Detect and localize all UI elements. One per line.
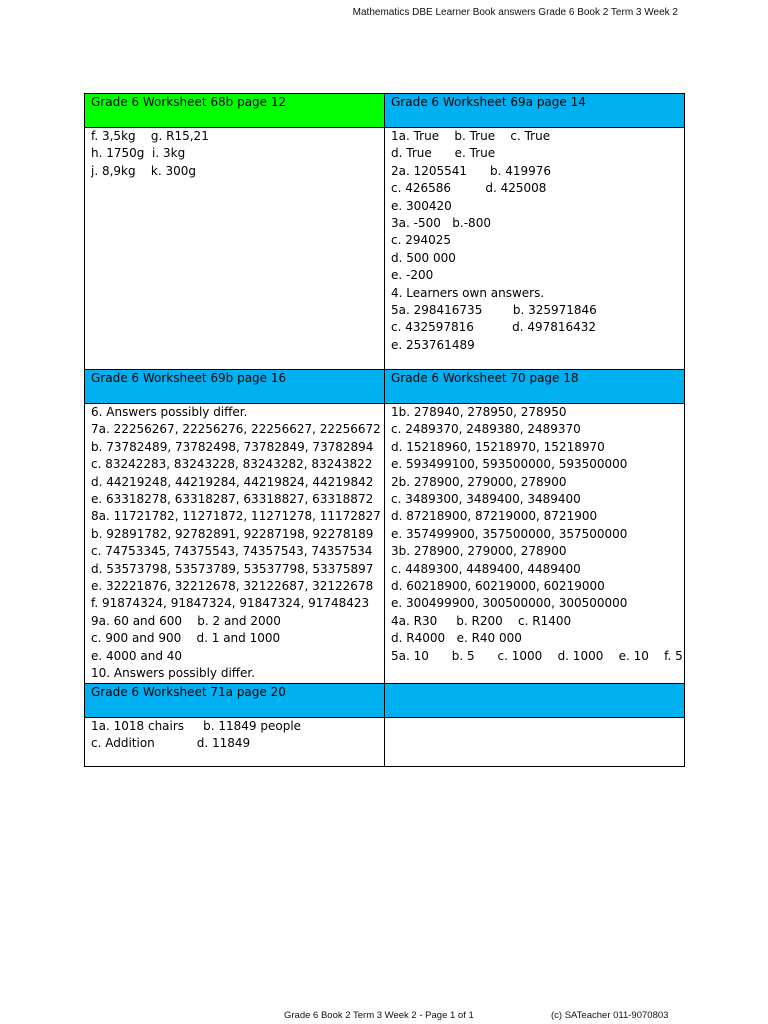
answer-line: d. 44219248, 44219284, 44219824, 44219842 bbox=[91, 474, 374, 489]
answer-line: 8a. 11721782, 11271872, 11271278, 11172827 bbox=[91, 509, 381, 524]
answer-line: 2b. 278900, 279000, 278900 bbox=[391, 474, 567, 489]
answer-line: b. 92891782, 92782891, 92287198, 92278189 bbox=[91, 526, 374, 541]
answer-line: 9a. 60 and 600 b. 2 and 2000 bbox=[91, 613, 281, 628]
answer-line: e. -200 bbox=[391, 268, 434, 283]
answer-line: b. 73782489, 73782498, 73782849, 73782894 bbox=[91, 439, 374, 454]
answer-line: 1b. 278940, 278950, 278950 bbox=[391, 405, 567, 419]
running-header: Mathematics DBE Learner Book answers Grade 6 Book 2 Term 3 Week 2 bbox=[352, 7, 678, 18]
cell-body-69a bbox=[385, 128, 685, 370]
answer-line: e. 593499100, 593500000, 593500000 bbox=[391, 457, 628, 472]
answer-line: c. 4489300, 4489400, 4489400 bbox=[391, 561, 581, 576]
answer-line: d. 53573798, 53573789, 53537798, 53375897 bbox=[91, 561, 374, 576]
answer-line: e. 300499900, 300500000, 300500000 bbox=[391, 596, 628, 611]
answer-line: 3a. -500 b.-800 bbox=[391, 216, 491, 231]
answer-line: 1a. True b. True c. True bbox=[391, 129, 551, 143]
answer-line: e. 63318278, 63318287, 63318827, 63318872 bbox=[91, 492, 374, 507]
cell-header-69a: Grade 6 Worksheet 69a page 14 bbox=[385, 94, 685, 128]
answer-line: c. 294025 bbox=[391, 233, 452, 248]
answer-line: 3b. 278900, 279000, 278900 bbox=[391, 544, 567, 559]
answer-line: 7a. 22256267, 22256276, 22256627, 22256672 bbox=[91, 422, 381, 437]
answer-line: e. 253761489 bbox=[391, 337, 475, 352]
answer-line: e. 4000 and 40 bbox=[91, 648, 183, 663]
answer-line: 6. Answers possibly differ. bbox=[91, 405, 248, 419]
answer-line: e. 32221876, 32212678, 32122687, 32122678 bbox=[91, 579, 374, 594]
footer-page-info: Grade 6 Book 2 Term 3 Week 2 - Page 1 of 1 bbox=[284, 1010, 474, 1021]
answer-line: 5a. 298416735 b. 325971846 bbox=[391, 303, 597, 318]
answer-line: e. 300420 bbox=[391, 198, 452, 213]
answer-line: c. 900 and 900 d. 1 and 1000 bbox=[91, 631, 281, 646]
cell-body-71a bbox=[85, 717, 385, 766]
answer-line: d. 87218900, 87219000, 8721900 bbox=[391, 509, 598, 524]
answer-line: f. 3,5kg g. R15,21 bbox=[91, 129, 209, 143]
footer-copyright: (c) SATeacher 011-9070803 bbox=[551, 1010, 669, 1021]
answer-line: c. 83242283, 83243228, 83243282, 83243822 bbox=[91, 457, 373, 472]
answer-line: 4a. R30 b. R200 c. R1400 bbox=[391, 613, 572, 628]
answer-line: 1a. 1018 chairs b. 11849 people bbox=[91, 718, 302, 733]
answer-line: h. 1750g i. 3kg bbox=[91, 146, 186, 161]
answer-line: c. Addition d. 11849 bbox=[91, 735, 251, 750]
cell-header-69b: Grade 6 Worksheet 69b page 16 bbox=[85, 370, 385, 404]
answer-line: c. 426586 d. 425008 bbox=[391, 181, 547, 196]
answer-line: 10. Answers possibly differ. bbox=[91, 666, 256, 681]
answer-line: c. 2489370, 2489380, 2489370 bbox=[391, 422, 581, 437]
answer-line: f. 91874324, 91847324, 91847324, 91748423 bbox=[91, 596, 370, 611]
cell-body-empty bbox=[385, 717, 685, 766]
answer-line: j. 8,9kg k. 300g bbox=[91, 163, 196, 178]
answer-line: d. True e. True bbox=[391, 146, 496, 161]
answers-table bbox=[84, 93, 685, 767]
answer-line: c. 74753345, 74375543, 74357543, 74357534 bbox=[91, 544, 373, 559]
answer-line: e. 357499900, 357500000, 357500000 bbox=[391, 526, 628, 541]
answer-line: 2a. 1205541 b. 419976 bbox=[391, 163, 552, 178]
cell-body-68b bbox=[85, 128, 385, 370]
answer-line: c. 3489300, 3489400, 3489400 bbox=[391, 492, 581, 507]
answer-line: d. 500 000 bbox=[391, 250, 456, 265]
answer-line: 4. Learners own answers. bbox=[391, 285, 545, 300]
answer-line: d. 60218900, 60219000, 60219000 bbox=[391, 579, 605, 594]
answer-line: c. 432597816 d. 497816432 bbox=[391, 320, 597, 335]
answer-line: d. R4000 e. R40 000 bbox=[391, 631, 522, 646]
answer-line: 5a. 10 b. 5 c. 1000 d. 1000 e. 10 f. 5 bbox=[391, 648, 683, 663]
cell-body-69b bbox=[85, 404, 385, 684]
cell-header-empty bbox=[385, 683, 685, 717]
cell-header-68b: Grade 6 Worksheet 68b page 12 bbox=[85, 94, 385, 128]
cell-header-71a: Grade 6 Worksheet 71a page 20 bbox=[85, 683, 385, 717]
cell-header-70: Grade 6 Worksheet 70 page 18 bbox=[385, 370, 685, 404]
answer-line: d. 15218960, 15218970, 15218970 bbox=[391, 439, 605, 454]
cell-body-70 bbox=[385, 404, 685, 684]
